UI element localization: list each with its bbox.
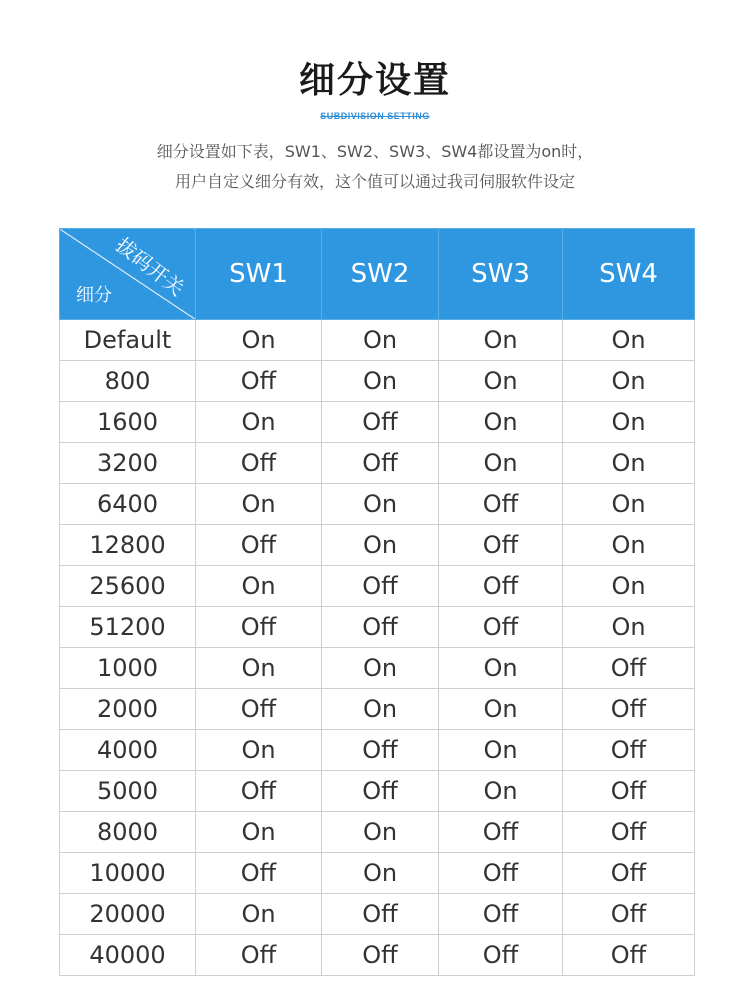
cell-sw2-state: On xyxy=(322,525,439,566)
cell-sw1-state: On xyxy=(196,648,322,689)
cell-sw3-state: Off xyxy=(439,853,563,894)
cell-sw4-state: On xyxy=(563,607,695,648)
row-label-subdivision: 8000 xyxy=(60,812,196,853)
cell-sw2-state: On xyxy=(322,648,439,689)
cell-sw4-state: Off xyxy=(563,853,695,894)
table-row xyxy=(60,853,695,894)
cell-sw3-state: On xyxy=(439,320,563,361)
row-label-subdivision: 6400 xyxy=(60,484,196,525)
cell-sw1-state: Off xyxy=(196,361,322,402)
row-label-subdivision: 1600 xyxy=(60,402,196,443)
cell-sw1-state: On xyxy=(196,730,322,771)
cell-sw1-state: Off xyxy=(196,525,322,566)
cell-sw4-state: On xyxy=(563,402,695,443)
row-label-subdivision: Default xyxy=(60,320,196,361)
row-label-subdivision: 20000 xyxy=(60,894,196,935)
cell-sw3-state: Off xyxy=(439,484,563,525)
column-header-sw2: SW2 xyxy=(322,229,439,320)
table-row xyxy=(60,771,695,812)
cell-sw4-state: On xyxy=(563,525,695,566)
cell-sw4-state: Off xyxy=(563,935,695,976)
cell-sw4-state: Off xyxy=(563,771,695,812)
description-line-1: 细分设置如下表，SW1、SW2、SW3、SW4都设置为on时， xyxy=(156,142,594,161)
cell-sw4-state: Off xyxy=(563,812,695,853)
cell-sw3-state: On xyxy=(439,730,563,771)
cell-sw1-state: Off xyxy=(196,689,322,730)
cell-sw3-state: Off xyxy=(439,525,563,566)
cell-sw2-state: On xyxy=(322,484,439,525)
row-label-subdivision: 4000 xyxy=(60,730,196,771)
corner-header xyxy=(60,229,196,320)
cell-sw3-state: On xyxy=(439,648,563,689)
cell-sw3-state: On xyxy=(439,443,563,484)
column-header-sw1: SW1 xyxy=(196,229,322,320)
cell-sw4-state: On xyxy=(563,484,695,525)
cell-sw1-state: Off xyxy=(196,853,322,894)
cell-sw2-state: Off xyxy=(322,894,439,935)
row-label-subdivision: 5000 xyxy=(60,771,196,812)
table-row xyxy=(60,812,695,853)
corner-header-switch-label: 拔码开关 xyxy=(111,232,189,301)
cell-sw4-state: Off xyxy=(563,648,695,689)
cell-sw3-state: On xyxy=(439,361,563,402)
cell-sw4-state: Off xyxy=(563,689,695,730)
cell-sw1-state: On xyxy=(196,894,322,935)
table-row xyxy=(60,566,695,607)
table-body xyxy=(60,320,695,976)
row-label-subdivision: 51200 xyxy=(60,607,196,648)
table-row xyxy=(60,525,695,566)
cell-sw4-state: On xyxy=(563,320,695,361)
row-label-subdivision: 40000 xyxy=(60,935,196,976)
table-row xyxy=(60,484,695,525)
cell-sw4-state: Off xyxy=(563,730,695,771)
cell-sw4-state: Off xyxy=(563,894,695,935)
cell-sw2-state: On xyxy=(322,812,439,853)
cell-sw2-state: Off xyxy=(322,771,439,812)
row-label-subdivision: 3200 xyxy=(60,443,196,484)
table-row xyxy=(60,402,695,443)
table-row xyxy=(60,935,695,976)
corner-header-subdivision-label: 细分 xyxy=(76,285,112,306)
row-label-subdivision: 25600 xyxy=(60,566,196,607)
subdivision-table xyxy=(59,228,695,976)
cell-sw2-state: Off xyxy=(322,730,439,771)
cell-sw1-state: Off xyxy=(196,607,322,648)
cell-sw1-state: On xyxy=(196,402,322,443)
column-header-sw4: SW4 xyxy=(563,229,695,320)
cell-sw3-state: Off xyxy=(439,607,563,648)
table-row xyxy=(60,894,695,935)
column-header-sw3: SW3 xyxy=(439,229,563,320)
cell-sw3-state: Off xyxy=(439,894,563,935)
cell-sw3-state: Off xyxy=(439,812,563,853)
cell-sw1-state: On xyxy=(196,320,322,361)
table-row xyxy=(60,730,695,771)
table-row xyxy=(60,689,695,730)
table-header-row xyxy=(60,229,695,320)
cell-sw4-state: On xyxy=(563,361,695,402)
cell-sw2-state: On xyxy=(322,853,439,894)
table-row xyxy=(60,648,695,689)
table-row xyxy=(60,443,695,484)
cell-sw2-state: Off xyxy=(322,443,439,484)
description-line-2: 用户自定义细分有效，这个值可以通过我司伺服软件设定 xyxy=(174,172,575,191)
table-row xyxy=(60,607,695,648)
cell-sw3-state: Off xyxy=(439,935,563,976)
cell-sw2-state: Off xyxy=(322,402,439,443)
cell-sw1-state: On xyxy=(196,566,322,607)
table-row xyxy=(60,320,695,361)
row-label-subdivision: 800 xyxy=(60,361,196,402)
row-label-subdivision: 2000 xyxy=(60,689,196,730)
cell-sw1-state: On xyxy=(196,484,322,525)
page-subtitle: SUBDIVISION SETTING xyxy=(320,111,430,121)
cell-sw4-state: On xyxy=(563,566,695,607)
cell-sw3-state: On xyxy=(439,689,563,730)
cell-sw2-state: On xyxy=(322,320,439,361)
table-row xyxy=(60,361,695,402)
cell-sw1-state: Off xyxy=(196,443,322,484)
cell-sw1-state: Off xyxy=(196,935,322,976)
cell-sw3-state: On xyxy=(439,402,563,443)
page-title: 细分设置 xyxy=(298,60,451,101)
cell-sw4-state: On xyxy=(563,443,695,484)
cell-sw3-state: Off xyxy=(439,566,563,607)
description xyxy=(0,137,750,197)
row-label-subdivision: 10000 xyxy=(60,853,196,894)
row-label-subdivision: 12800 xyxy=(60,525,196,566)
cell-sw2-state: Off xyxy=(322,607,439,648)
cell-sw2-state: Off xyxy=(322,566,439,607)
row-label-subdivision: 1000 xyxy=(60,648,196,689)
cell-sw3-state: On xyxy=(439,771,563,812)
cell-sw2-state: On xyxy=(322,689,439,730)
subdivision-table-container xyxy=(59,228,694,976)
cell-sw2-state: On xyxy=(322,361,439,402)
cell-sw2-state: Off xyxy=(322,935,439,976)
cell-sw1-state: On xyxy=(196,812,322,853)
cell-sw1-state: Off xyxy=(196,771,322,812)
